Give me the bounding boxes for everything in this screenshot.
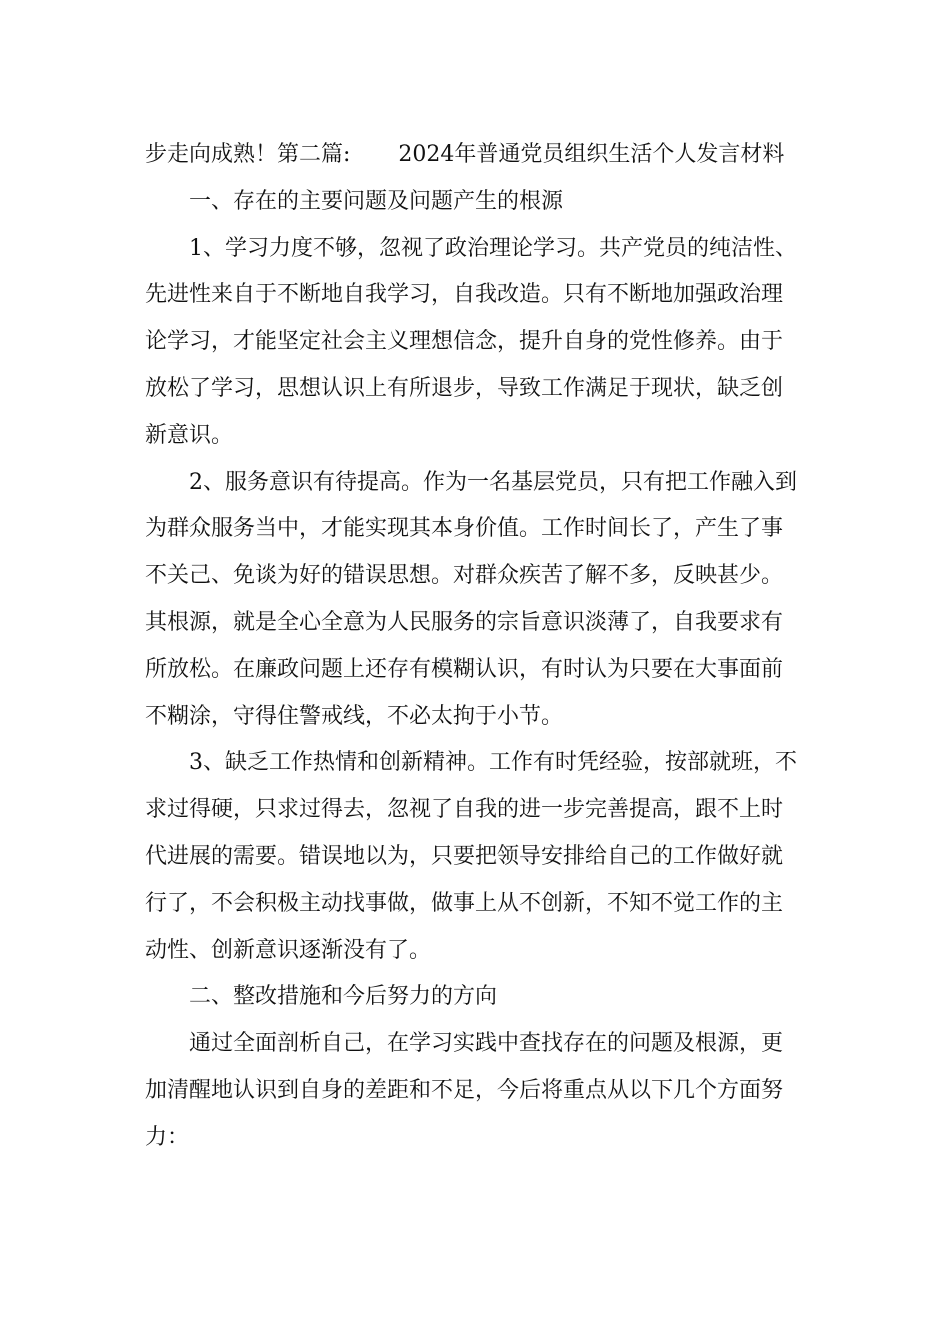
text-line: 一、存在的主要问题及问题产生的根源 (189, 188, 564, 214)
text-line: 动性、创新意识逐渐没有了。 (145, 937, 432, 963)
text-line: 3、缺乏工作热情和创新精神。工作有时凭经验，按部就班，不 (189, 750, 797, 776)
document-body (145, 179, 810, 1162)
document-page (145, 132, 810, 1162)
text-line: 新意识。 (145, 422, 234, 448)
text-line: 不关己、免谈为好的错误思想。对群众疾苦了解不多，反映甚少。 (145, 563, 784, 589)
text-line: 先进性来自于不断地自我学习，自我改造。只有不断地加强政治理 (145, 282, 784, 308)
first-line-lead: 步走向成熟！第二篇: (145, 142, 351, 167)
text-line: 行了，不会积极主动找事做，做事上从不创新，不知不觉工作的主 (145, 890, 784, 916)
text-line: 论学习，才能坚定社会主义理想信念，提升自身的党性修养。由于 (145, 329, 784, 355)
document-title: 2024年普通党员组织生活个人发言材料 (398, 142, 785, 167)
text-line: 其根源，就是全心全意为人民服务的宗旨意识淡薄了，自我要求有 (145, 609, 784, 635)
text-line: 1、学习力度不够，忽视了政治理论学习。共产党员的纯洁性、 (189, 235, 797, 261)
text-line: 加清醒地认识到自身的差距和不足，今后将重点从以下几个方面努 (145, 1077, 784, 1103)
text-line: 为群众服务当中，才能实现其本身价值。工作时间长了，产生了事 (145, 516, 784, 542)
text-line: 代进展的需要。错误地以为，只要把领导安排给自己的工作做好就 (145, 843, 784, 869)
text-line: 二、整改措施和今后努力的方向 (189, 984, 498, 1010)
document-first-line (145, 132, 810, 179)
text-line: 通过全面剖析自己，在学习实践中查找存在的问题及根源，更 (189, 1031, 784, 1057)
text-line: 力： (145, 1124, 190, 1150)
text-line: 放松了学习，思想认识上有所退步，导致工作满足于现状，缺乏创 (145, 375, 784, 401)
text-line: 不糊涂，守得住警戒线，不必太拘于小节。 (145, 703, 564, 729)
text-line: 求过得硬，只求过得去，忽视了自我的进一步完善提高，跟不上时 (145, 797, 784, 823)
text-line: 所放松。在廉政问题上还存有模糊认识，有时认为只要在大事面前 (145, 656, 784, 682)
text-line: 2、服务意识有待提高。作为一名基层党员，只有把工作融入到 (189, 469, 797, 495)
